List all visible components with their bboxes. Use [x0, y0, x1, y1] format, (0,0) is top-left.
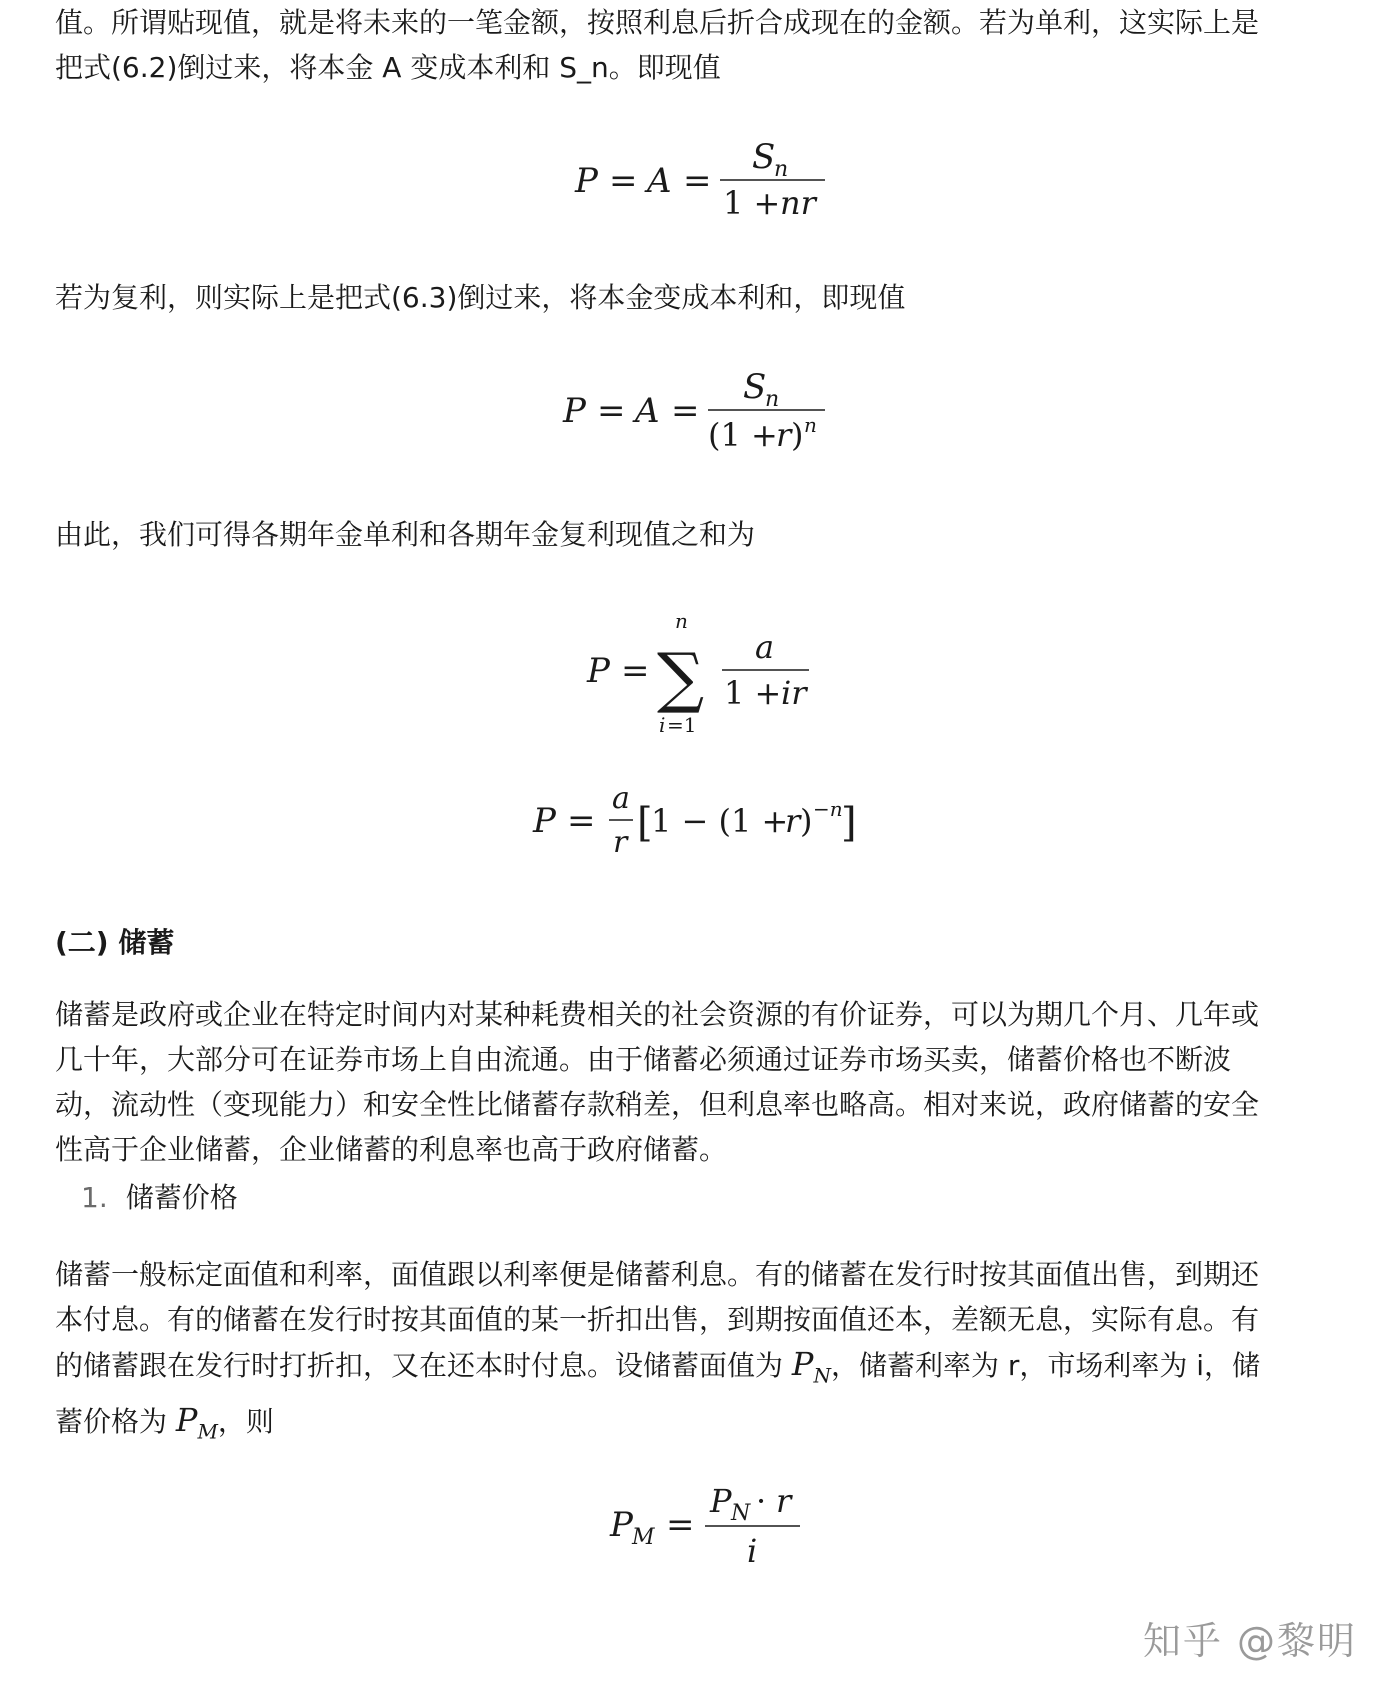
svg-text:P: P — [575, 161, 598, 201]
svg-text:1 +: 1 + — [723, 184, 781, 222]
svg-text:P: P — [563, 391, 586, 431]
svg-text:P: P — [610, 1505, 633, 1545]
svg-text:=: = — [666, 1505, 695, 1545]
text-segment: ，则 — [217, 1405, 274, 1439]
text-line: 值。所谓贴现值，就是将未来的一笔金额，按照利息后折合成现在的金额。若为单利，这实际上是 — [55, 6, 1260, 39]
svg-text:1 +: 1 + — [724, 674, 782, 712]
svg-text:(1 +: (1 + — [708, 416, 778, 454]
svg-text:): ) — [791, 416, 804, 454]
inline-math-pn: $P_N$ — [791, 1345, 831, 1388]
list-item-savings-price — [55, 1175, 238, 1220]
svg-text:r: r — [785, 802, 801, 840]
inline-math-pm: $P_M$ — [175, 1401, 218, 1444]
text-line: 储蓄一般标定面值和利率，面值跟以利率便是储蓄利息。有的储蓄在发行时按其面值出售，到期还 — [55, 1258, 1260, 1291]
svg-text:r: r — [776, 416, 792, 454]
svg-text:nr: nr — [780, 184, 816, 222]
text-line: 动，流动性（变现能力）和安全性比储蓄存款稍差，但利息率也略高。相对来说，政府储蓄的安全 — [55, 1088, 1260, 1121]
svg-text:−n: −n — [813, 797, 843, 821]
svg-text:S: S — [743, 367, 767, 407]
svg-text:A: A — [635, 391, 660, 431]
svg-text:=: = — [567, 801, 596, 841]
text-line: 由此，我们可得各期年金单利和各期年金复利现值之和为 — [55, 518, 756, 551]
svg-text:n: n — [804, 413, 817, 437]
svg-text:·: · — [756, 1482, 767, 1520]
text-line — [55, 1342, 1345, 1398]
zhihu-watermark: 知乎 @黎明 — [1142, 1619, 1357, 1663]
text-segment: 蓄价格为 — [55, 1405, 176, 1439]
list-label: 储蓄价格 — [125, 1181, 238, 1214]
paragraph-savings-definition — [55, 992, 1345, 1172]
svg-text:n: n — [765, 387, 780, 412]
text-line: 性高于企业储蓄，企业储蓄的利息率也高于政府储蓄。 — [55, 1133, 728, 1166]
paragraph-savings-price — [55, 1252, 1345, 1455]
svg-text:M: M — [632, 1525, 655, 1550]
svg-text:A: A — [647, 161, 672, 201]
svg-text:r: r — [776, 1482, 792, 1520]
svg-text:n: n — [774, 157, 789, 182]
text-line — [55, 1398, 1345, 1454]
text-segment: ，储蓄利率为 r，市场利率为 i，储 — [830, 1349, 1261, 1382]
svg-text:ir: ir — [781, 674, 807, 712]
svg-text:[: [ — [637, 800, 653, 846]
svg-text:): ) — [800, 802, 813, 840]
text-line: 几十年，大部分可在证券市场上自由流通。由于储蓄必须通过证券市场买卖，储蓄价格也不断波 — [55, 1043, 1232, 1076]
list-number: 1. — [81, 1181, 108, 1214]
svg-text:S: S — [752, 137, 776, 177]
svg-text:i: i — [747, 1532, 758, 1570]
text-line: 把式(6.2)倒过来，将本金 A 变成本利和 S_n。即现值 — [55, 51, 721, 84]
svg-text:1 − (1 +: 1 − (1 + — [651, 802, 789, 840]
svg-text:]: ] — [841, 800, 857, 846]
heading-text: (二) 储蓄 — [55, 926, 175, 959]
text-line: 若为复利，则实际上是把式(6.3)倒过来，将本金变成本利和，即现值 — [55, 281, 906, 314]
svg-text:P: P — [710, 1482, 732, 1520]
svg-text:=: = — [597, 391, 626, 431]
svg-text:=: = — [683, 161, 712, 201]
svg-text:∑: ∑ — [657, 639, 705, 716]
svg-text:=: = — [671, 391, 700, 431]
section-heading-savings — [55, 920, 174, 965]
svg-text:=: = — [609, 161, 638, 201]
paragraph-annuity-sum — [55, 512, 1345, 557]
text-segment: 的储蓄跟在发行时打折扣，又在还本时付息。设储蓄面值为 — [55, 1349, 792, 1382]
svg-text:N: N — [731, 1501, 751, 1526]
svg-text:=: = — [621, 651, 650, 691]
paragraph-present-value-compound — [55, 275, 1345, 320]
svg-text:a: a — [612, 781, 630, 816]
svg-text:a: a — [755, 628, 775, 666]
svg-text:i: i — [659, 713, 666, 737]
svg-text:=1: =1 — [667, 713, 697, 737]
svg-text:P: P — [533, 801, 556, 841]
svg-text:r: r — [613, 825, 628, 860]
text-line: 储蓄是政府或企业在特定时间内对某种耗费相关的社会资源的有价证券，可以为期几个月、几年或 — [55, 998, 1260, 1031]
svg-text:P: P — [587, 651, 610, 691]
text-line: 本付息。有的储蓄在发行时按其面值的某一折扣出售，到期按面值还本，差额无息，实际有息。有 — [55, 1303, 1260, 1336]
svg-text:n: n — [675, 609, 688, 633]
paragraph-present-value-simple — [55, 0, 1345, 90]
